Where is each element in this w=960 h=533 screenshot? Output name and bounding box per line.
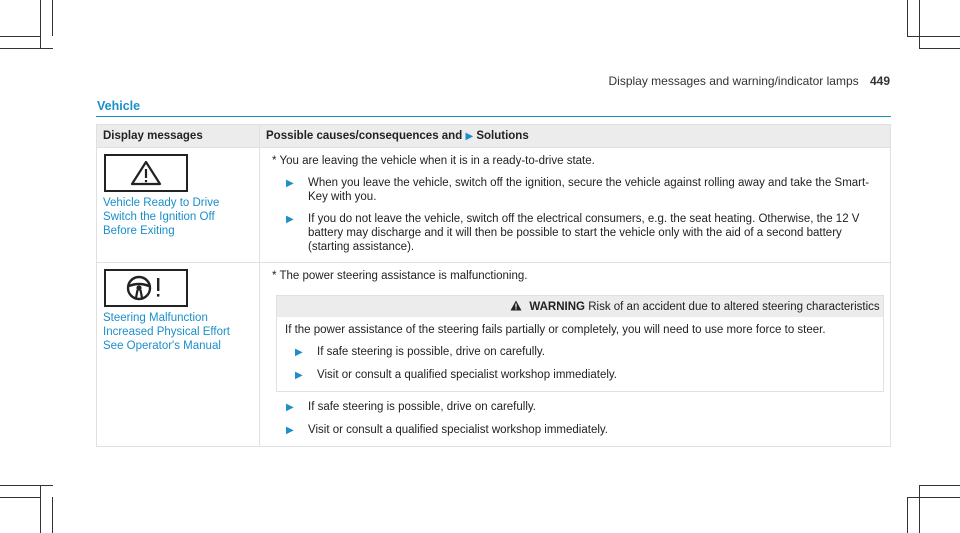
warning-title: Risk of an accident due to altered steering characteristics [588, 301, 880, 313]
steering-wheel-warning-icon [104, 269, 188, 307]
solution-cell [260, 263, 891, 447]
warning-step: ▶ If safe steering is possible, drive on carefully. [295, 346, 545, 358]
crop-mark [40, 0, 41, 48]
running-header [609, 74, 891, 88]
crop-mark [52, 497, 53, 533]
col-header-display-messages: Display messages [97, 125, 260, 148]
arrow-right-icon: ▶ [295, 347, 303, 358]
table-row [97, 148, 891, 263]
arrow-right-icon: ▶ [286, 178, 294, 189]
crop-mark [919, 485, 920, 533]
solution-cell [260, 148, 891, 263]
display-message-text: Steering Malfunction Increased Physical Effort See Operator's Manual [103, 312, 230, 352]
solution-step: ▶ If you do not leave the vehicle, switch off the electrical consumers, e.g. the seat heating. Otherwise, the 12 V battery may discharge and it will then be possible to start the vehicle only with the aid of a second battery (starting assistance). [286, 213, 860, 253]
crop-mark [907, 497, 908, 533]
crop-mark [0, 48, 53, 49]
crop-mark [919, 0, 920, 48]
table-row [97, 263, 891, 447]
cause-text: * The power steering assistance is malfunctioning. [272, 270, 528, 282]
message-cell [97, 148, 260, 263]
running-title: Display messages and warning/indicator lamps [608, 74, 859, 88]
warning-label: WARNING [529, 301, 585, 313]
solution-step: ▶ If safe steering is possible, drive on carefully. [286, 401, 536, 413]
arrow-right-icon: ▶ [295, 370, 303, 381]
crop-mark [0, 485, 53, 486]
warning-text: If the power assistance of the steering fails partially or completely, you will need to use more force to steer. [285, 324, 826, 336]
warning-box [276, 295, 884, 392]
message-cell [97, 263, 260, 447]
section-divider [96, 116, 891, 117]
page-number: 449 [869, 74, 890, 88]
crop-mark [919, 48, 960, 49]
crop-mark [52, 0, 53, 36]
cause-text: * You are leaving the vehicle when it is in a ready-to-drive state. [272, 155, 595, 167]
table-header-row [97, 125, 891, 148]
display-message-text: Vehicle Ready to Drive Switch the Ignition Off Before Exiting [103, 197, 220, 237]
arrow-right-icon: ▶ [465, 131, 474, 142]
solution-step: ▶ When you leave the vehicle, switch off the ignition, secure the vehicle against rolling away and take the Smart-Key with you. [286, 177, 870, 203]
crop-mark [0, 36, 41, 37]
arrow-right-icon: ▶ [286, 402, 294, 413]
warning-triangle-icon [104, 154, 188, 192]
warning-step: ▶ Visit or consult a qualified specialist workshop immediately. [295, 369, 617, 381]
crop-mark [907, 497, 960, 498]
crop-mark [907, 36, 960, 37]
crop-mark [907, 0, 908, 36]
warning-triangle-icon [510, 301, 525, 313]
col-header-causes-solutions: Possible causes/consequences and ▶ Solutions [260, 125, 891, 148]
warning-header [277, 296, 883, 317]
arrow-right-icon: ▶ [286, 425, 294, 436]
crop-mark [40, 485, 41, 533]
solution-step: ▶ Visit or consult a qualified specialist workshop immediately. [286, 424, 608, 436]
crop-mark [0, 497, 41, 498]
crop-mark [919, 485, 960, 486]
warning-body [277, 317, 883, 391]
arrow-right-icon: ▶ [286, 214, 294, 225]
display-messages-table [96, 124, 891, 447]
section-title: Vehicle [97, 99, 141, 113]
